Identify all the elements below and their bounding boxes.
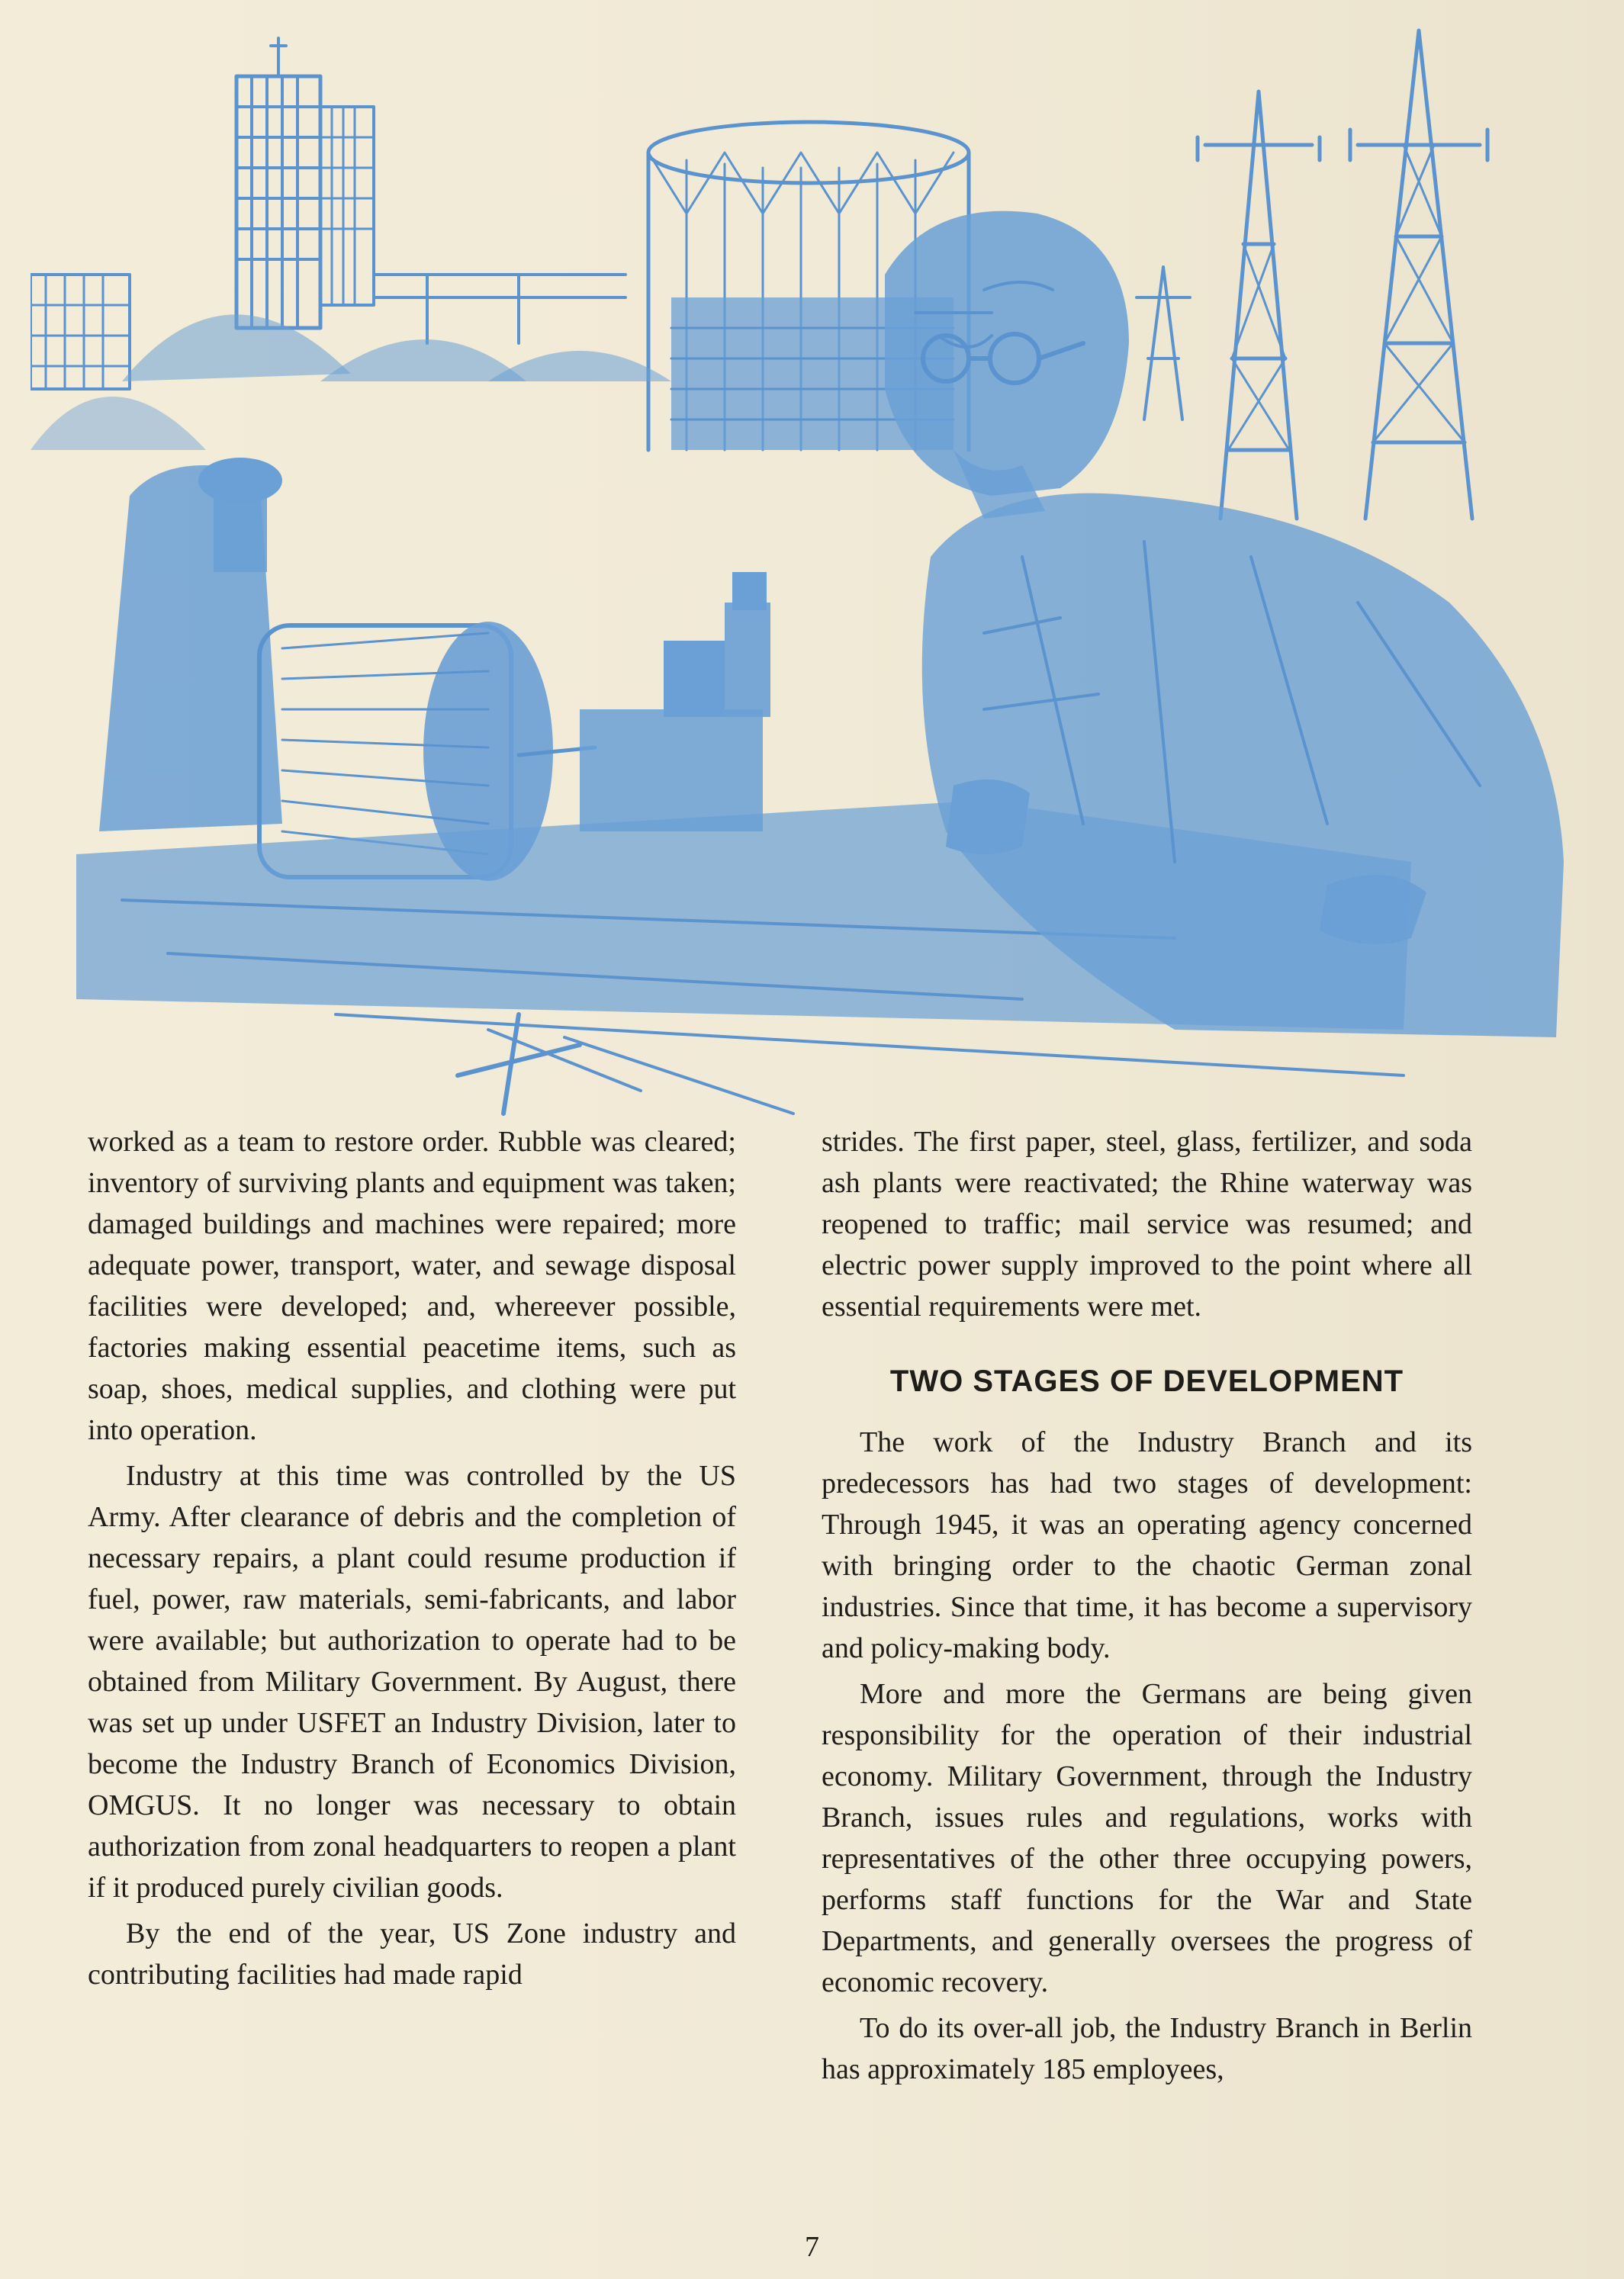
right-paragraph-2: More and more the Germans are being given responsibility for the operation of their industrial economy. Military Government, through the Industry Branch, issues rules and regulations, works with representatives of the other three occupying powers, performs staff functions for the War and State Departments, and generally oversees the progress of economic recovery. bbox=[822, 1678, 1472, 1998]
right-paragraph-3: To do its over-all job, the Industry Branch in Berlin has approximately 185 employees, bbox=[822, 2012, 1472, 2085]
left-paragraph-1: worked as a team to restore order. Rubble was cleared; inventory of surviving plants and equipment was taken; damaged buildings and machines were repaired; more adequate power, transport, water, and sewage disposal facilities were developed; and, whereever possible, factories making essential peacetime items, such as soap, shoes, medical supplies, and clothing were put into operation. bbox=[88, 1126, 736, 1446]
page-number: 7 bbox=[805, 2231, 819, 2263]
left-paragraph-2: Industry at this time was controlled by the US Army. After clearance of debris and the completion of necessary repairs, a plant could resume production if fuel, power, raw materials, semi-fabricants, and labor were available; but authorization to operate had to be obtained from Military Government. By August, there was set up under USFET an Industry Division, later to become the Industry Branch of Economics Division, OMGUS. It no longer was necessary to obtain authorization from zonal headquarters to reopen a plant if it produced purely civilian goods. bbox=[88, 1460, 736, 1904]
right-intro-paragraph: strides. The first paper, steel, glass, fertilizer, and soda ash plants were reactivated; the Rhine waterway was reopened to traffic; mail service was resumed; and electric power supply improved to the point where all essential requirements were met. bbox=[822, 1126, 1472, 1323]
factory-tower-drawing bbox=[31, 38, 625, 389]
lathe-worker-illustration bbox=[31, 23, 1602, 1121]
section-heading: TWO STAGES OF DEVELOPMENT bbox=[889, 1365, 1404, 1398]
left-text-column bbox=[88, 1121, 736, 1995]
right-paragraph-1: The work of the Industry Branch and its predecessors has had two stages of development: Through 1945, it was an operating agency concerned with bringing order to the chaotic German zonal industries. Since that time, it has become a supervisory and policy-making body. bbox=[822, 1426, 1472, 1664]
left-paragraph-3: By the end of the year, US Zone industry and contributing facilities had made rapid bbox=[88, 1917, 736, 1991]
electric-pylons-drawing bbox=[1137, 31, 1487, 519]
right-text-column bbox=[822, 1121, 1472, 2090]
